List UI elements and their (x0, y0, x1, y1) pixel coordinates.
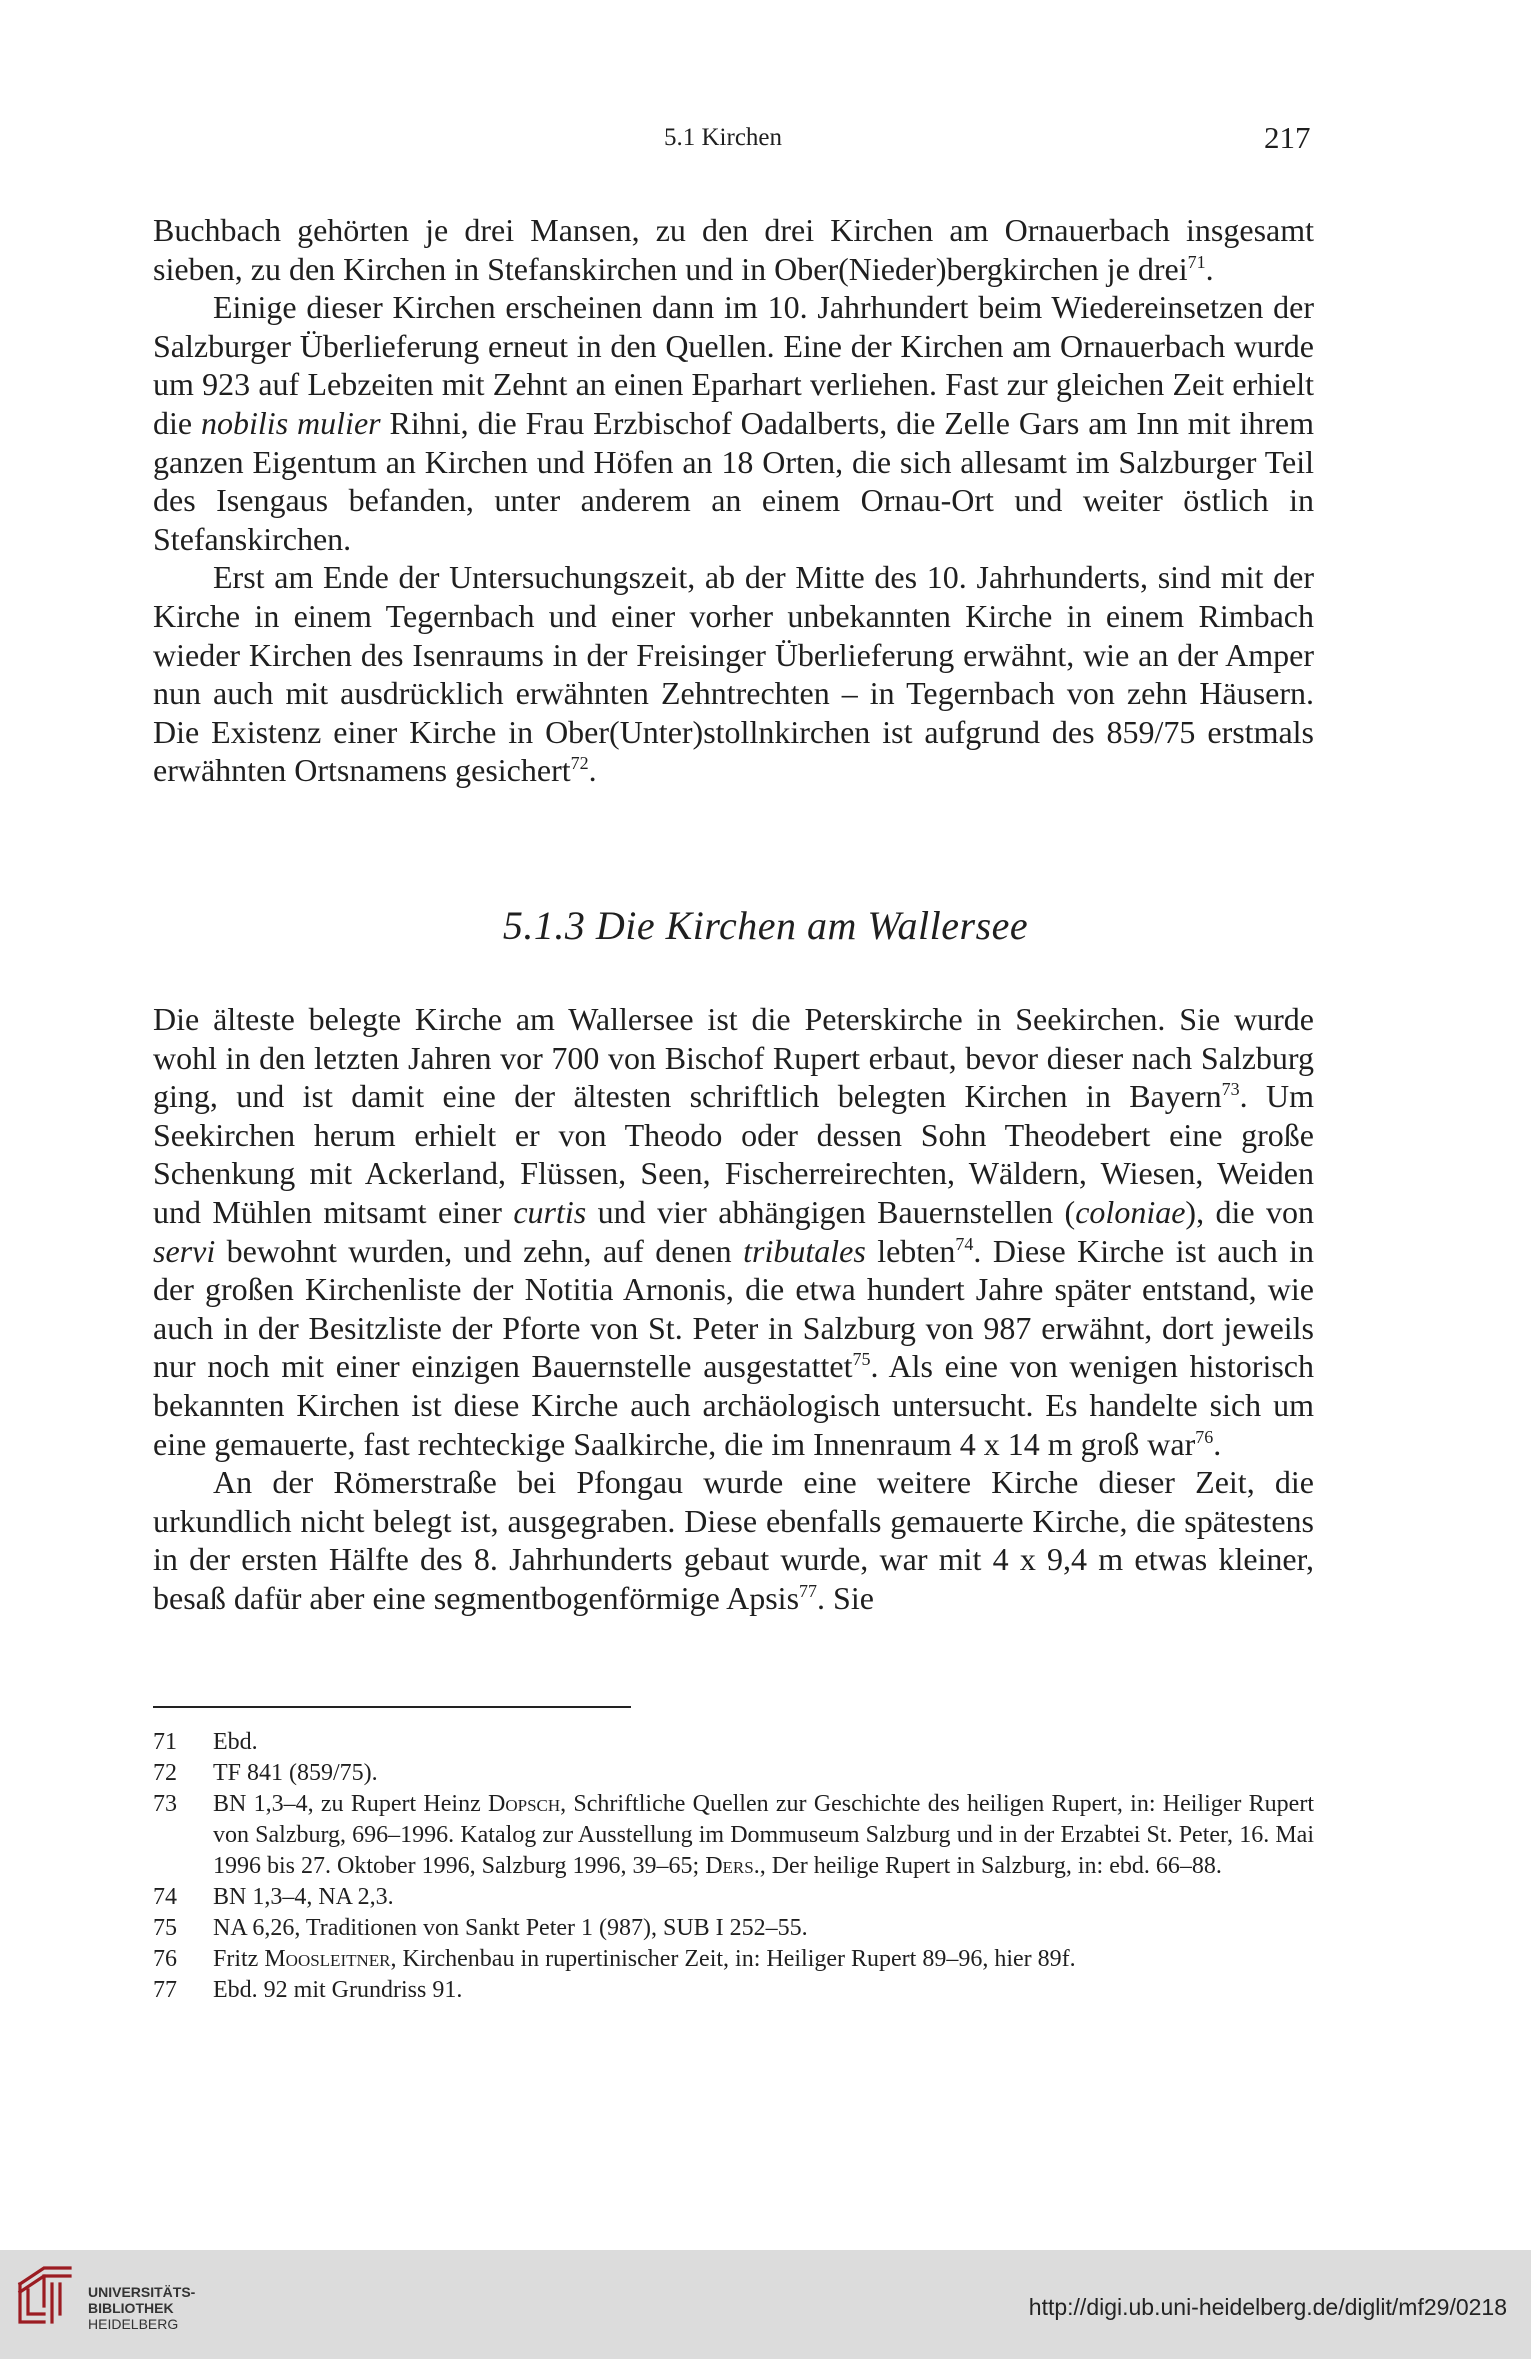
running-head-title: 5.1 Kirchen (664, 124, 783, 151)
footnote-number: 74 (153, 1884, 177, 1910)
text-run: Rihni, die Frau Erzbischof Oadalberts, die Zelle Gars am Inn mit ihrem ganzen Eigentum an Kirchen und Höfen an 18 Orten, die sich allesamt im Salzburger Teil des Isengaus befanden, unter anderem an einem Ornau-Ort und weiter östlich in Stefanskirchen. (153, 404, 1315, 557)
footnote-ref-71[interactable]: 71 (1187, 251, 1206, 272)
italic-term: coloniae (1075, 1193, 1186, 1230)
footnote-number: 76 (153, 1946, 177, 1972)
footnote-text: BN 1,3–4, NA 2,3. (213, 1884, 394, 1910)
text-run: . Sie (817, 1579, 874, 1616)
section-heading: 5.1.3 Die Kirchen am Wallersee (502, 903, 1029, 948)
footnote-ref-76[interactable]: 76 (1195, 1426, 1214, 1447)
library-footer (0, 2250, 1531, 2359)
text-run: . Diese Kirche ist auch in der großen Kirchenliste der Notitia Arnonis, die etwa hundert Jahre später entstand, wie auch in der Besitzliste der Pforte von St. Peter in Salzburg von 987 erwähnt, dort jeweils nur noch mit einer einzigen Bauernstelle ausgestattet (153, 1232, 1315, 1385)
text-run: . Als eine von wenigen historisch bekannten Kirchen ist diese Kirche auch archäologisch untersucht. Es handelte sich um eine gemauerte, fast rechteckige Saalkirche, die im Innenraum 4 x 14 m groß war (153, 1348, 1314, 1462)
italic-term: tributales (743, 1232, 866, 1269)
footnote-text (213, 1944, 1314, 1975)
text-run: ), die von (1185, 1193, 1315, 1230)
paragraph (153, 288, 1314, 558)
running-head (0, 120, 1531, 164)
footnote-text: TF 841 (859/75). (213, 1760, 378, 1786)
text-run: An der Römerstraße bei Pfongau wurde eine weitere Kirche dieser Zeit, die urkundlich nicht belegt ist, ausgegraben. Diese ebenfalls gemauerte Kirche, die spätestens in der ersten Hälfte des 8. Jahrhunderts gebaut wurde, war mit 4 x 9,4 m etwas kleiner, besaß dafür aber eine segmentbogenförmige Apsis (153, 1464, 1314, 1616)
text-run: ., Der heilige Rupert in Salzburg, in: ebd. 66–88. (753, 1853, 1222, 1879)
footnote-text (213, 1789, 1314, 1882)
library-name (88, 2284, 195, 2332)
italic-term: servi (153, 1232, 216, 1269)
footnote-text: NA 6,26, Traditionen von Sankt Peter 1 (987), SUB I 252–55. (213, 1915, 808, 1941)
text-run: . (588, 752, 597, 789)
paragraph (153, 1463, 1314, 1617)
body-text-block-1 (153, 211, 1314, 790)
footnote-number: 75 (153, 1915, 177, 1941)
library-name-line: HEIDELBERG (88, 2316, 179, 2332)
text-run: Erst am Ende der Untersuchungszeit, ab der Mitte des 10. Jahrhunderts, sind mit der Kirche in einem Tegernbach und einer vorher unbekannten Kirche in einem Rimbach wieder Kirchen des Isenraums in der Freisinger Überlieferung erwähnt, wie an der Amper nun auch mit ausdrücklich erwähnten Zehntrechten – in Tegernbach von zehn Häusern. Die Existenz einer Kirche in Ober(Unter)stollnkirchen ist aufgrund des 859/75 erstmals erwähnten Ortsnamens gesichert (153, 559, 1314, 789)
text-run: Fritz (213, 1946, 265, 1972)
text-run: Die älteste belegte Kirche am Wallersee ist die Peterskirche in Seekirchen. Sie wurde wohl in den letzten Jahren vor 700 von Bischof Rupert erbaut, bevor dieser nach Salzburg ging, und ist damit eine der ältesten schriftlich belegten Kirchen in Bayern (153, 1001, 1314, 1115)
paragraph (153, 1000, 1314, 1463)
text-run: . (1213, 1425, 1222, 1462)
library-name-line: UNIVERSITÄTS- (88, 2284, 196, 2300)
source-url-link[interactable]: http://digi.ub.uni-heidelberg.de/diglit/mf29/0218 (1028, 2294, 1507, 2320)
footnote-ref-75[interactable]: 75 (852, 1349, 871, 1370)
text-run: , Kirchenbau in rupertinischer Zeit, in: Heiliger Rupert 89–96, hier 89f. (390, 1946, 1076, 1972)
library-logo-icon (14, 2260, 84, 2330)
library-name-line: BIBLIOTHEK (88, 2300, 174, 2316)
footnote-75 (153, 1913, 1314, 1944)
footnote-text: Ebd. 92 mit Grundriss 91. (213, 1977, 463, 2003)
footnote-ref-74[interactable]: 74 (955, 1233, 974, 1254)
footnote-number: 73 (153, 1791, 177, 1817)
body-text-block-2 (153, 1000, 1314, 1618)
text-run: und vier abhängigen Bauernstellen ( (586, 1193, 1076, 1230)
footnote-72 (153, 1758, 1314, 1789)
author-name: Dopsch (488, 1791, 561, 1817)
footnote-74 (153, 1882, 1314, 1913)
text-run: bewohnt wurden, und zehn, auf denen (215, 1232, 744, 1269)
italic-term: nobilis mulier (201, 404, 381, 441)
text-run: . Um Seekirchen herum erhielt er von Theodo oder dessen Sohn Theodebert eine große Schenkung mit Ackerland, Flüssen, Seen, Fischerreirechten, Wäldern, Wiesen, Weiden und Mühlen mitsamt einer (153, 1078, 1315, 1230)
text-run: Buchbach gehörten je drei Mansen, zu den drei Kirchen am Ornauerbach insgesamt sieben, zu den Kirchen in Stefanskirchen und in Ober(Nieder)bergkirchen je drei (153, 212, 1314, 287)
footnote-number: 77 (153, 1977, 177, 2003)
footnote-ref-77[interactable]: 77 (799, 1580, 818, 1601)
footnote-71 (153, 1727, 1314, 1758)
footnote-76 (153, 1944, 1314, 1975)
footnote-ref-72[interactable]: 72 (570, 753, 589, 774)
italic-term: curtis (513, 1193, 587, 1230)
footnote-text: Ebd. (213, 1729, 258, 1755)
text-run: . (1205, 250, 1214, 287)
paragraph (153, 558, 1314, 790)
text-run: lebten (865, 1232, 956, 1269)
footnote-73 (153, 1789, 1314, 1882)
text-run: Einige dieser Kirchen erscheinen dann im 10. Jahrhundert beim Wiedereinsetzen der Salzburger Überlieferung erneut in den Quellen. Eine der Kirchen am Ornauerbach wurde um 923 auf Lebzeiten mit Zehnt an einen Eparhart verliehen. Fast zur gleichen Zeit erhielt die (153, 289, 1314, 441)
footnote-divider (153, 1706, 631, 1708)
footnote-number: 71 (153, 1729, 177, 1755)
text-run: BN 1,3–4, zu Rupert Heinz (213, 1791, 488, 1817)
page-number: 217 (1264, 120, 1311, 155)
text-run: , Schriftliche Quellen zur Geschichte des heiligen Rupert, in: Heiliger Rupert von Salzburg, 696–1996. Katalog zur Ausstellung im Dommuseum Salzburg und in der Erzabtei St. Peter, 16. Mai 1996 bis 27. Oktober 1996, Salzburg 1996, 39–65; (213, 1791, 1314, 1879)
footnotes (153, 1727, 1314, 2006)
footnote-ref-73[interactable]: 73 (1221, 1079, 1240, 1100)
paragraph (153, 211, 1314, 288)
author-name: Moosleitner (264, 1946, 391, 1972)
footnote-number: 72 (153, 1760, 177, 1786)
author-name: Ders (705, 1853, 754, 1879)
footnote-77 (153, 1975, 1314, 2006)
